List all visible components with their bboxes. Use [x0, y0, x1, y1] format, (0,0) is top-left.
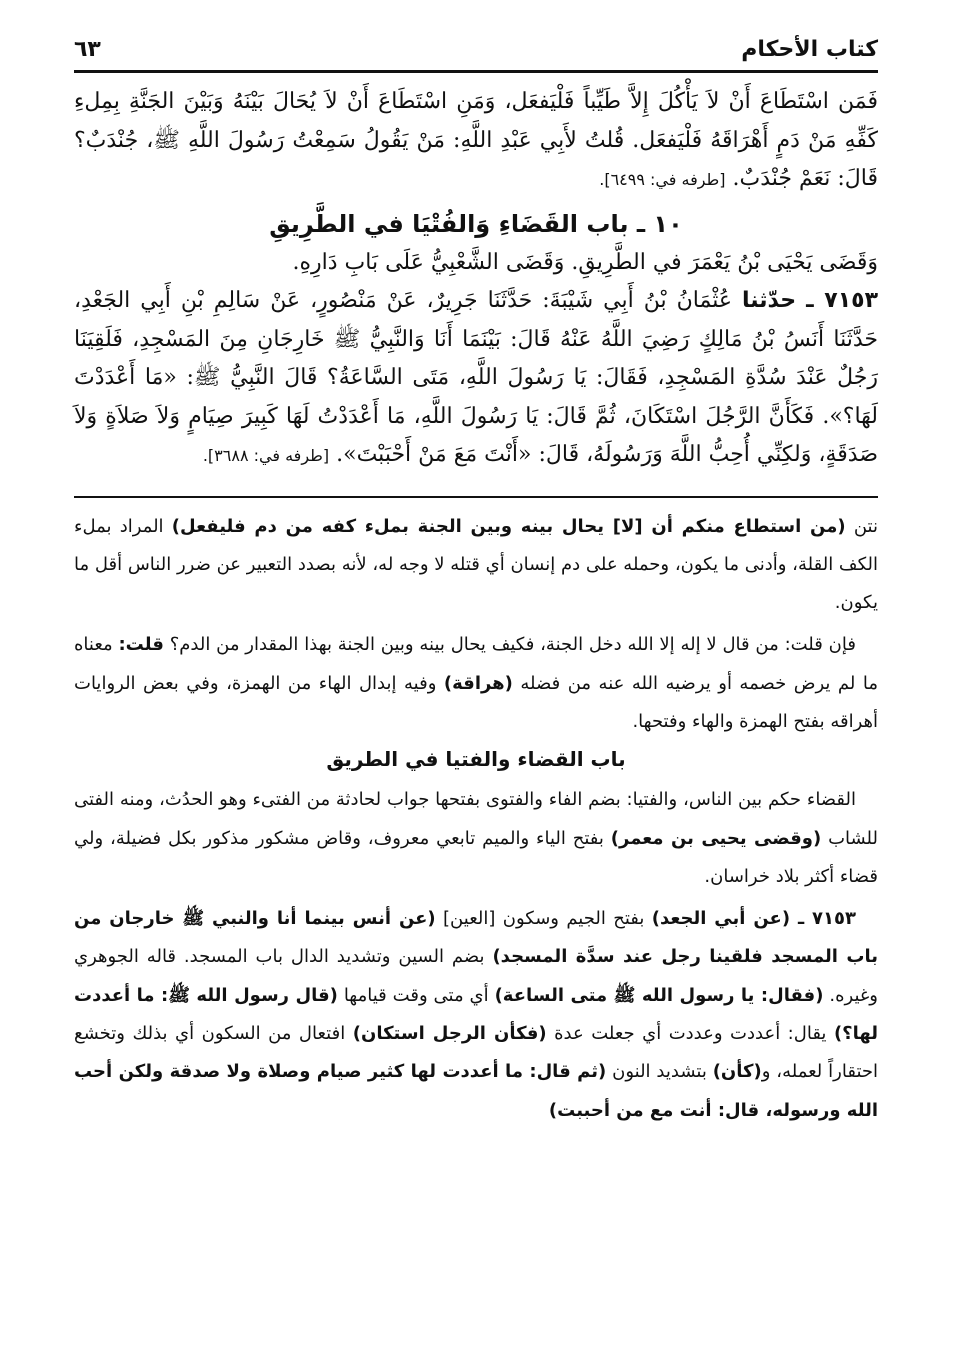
hadith-isnad-marker: حدّثنا: [742, 288, 797, 313]
commentary-text: افتعال من السكون أي بذلك وتخشع احتقاراً لعمله، و: [74, 1023, 878, 1083]
cross-reference: [طرفه في: ٦٤٩٩].: [599, 170, 726, 189]
commentary-text: بتشديد النون: [612, 1061, 707, 1083]
commentary-text: معناه ما لم يرض خصمه أو يرضيه الله عنه من فضله: [74, 634, 878, 694]
cross-reference: [طرفه في: ٣٦٨٨].: [202, 446, 330, 465]
commentary-section: [74, 508, 878, 1130]
hadith-section: [74, 83, 878, 476]
commentary-text: يقال: أعددت وعددت أي جعلت عدة: [554, 1023, 827, 1045]
commentary-paragraph: [74, 900, 878, 1130]
commentary-text: فإن قلت: من قال لا إله إلا الله دخل الجنة، فكيف يحال بينه وبين الجنة بهذا المقدار من الدم؟: [169, 634, 856, 656]
hadith-paragraph: [74, 282, 878, 476]
commentary-chapter-title: باب القضاء والفتيا في الطريق: [326, 747, 626, 772]
quoted-matn: (كأن): [712, 1061, 762, 1083]
hadith-paragraph-text: فَمَن اسْتَطَاعَ أَنْ لاَ يَأْكُلَ إِلاَّ طَيِّباً فَلْيَفعَل، وَمَنِ اسْتَطَاعَ أَنْ لاَ يُحَالَ بَيْنَهُ وَبَيْنَ الجَنَّةِ بِمِلءِ كَفِّهِ مَنْ دَمٍ أَهْرَاقَهُ فَلْيَفعَل. قُلتُ لأَبِي عَبْدِ اللَّهِ: مَنْ يَقُولُ سَمِعْتُ رَسُولَ اللَّهِ ﷺ، جُنْدَبٌ؟ قَالَ: نَعَمْ جُنْدَبٌ.: [74, 89, 878, 191]
commentary-text: المراد بملء الكف القلة، وأدنى ما يكون، وحمله على دم إنسان أي قتله لا وجه له، لأنه بصدد التعبير عن ضرر الناس أقل ما يكون.: [74, 515, 878, 614]
commentary-text: بضم السين وتشديد الدال باب المسجد. قاله الجوهري وغيره.: [74, 946, 878, 1006]
section-divider: [74, 496, 878, 498]
chapter-heading: ١٠ ـ باب القَضَاءِ وَالفُتْيَا في الطَّرِيقِ: [269, 209, 683, 238]
quoted-matn: (قال رسول الله ﷺ: ما أعددت لها؟): [74, 984, 879, 1045]
book-title: كتاب الأحكام: [741, 37, 878, 62]
quoted-matn: (من استطاع منكم أن [لا] يحال بينه وبين الجنة بملء كفه من دم فليفعل): [171, 515, 846, 537]
quoted-matn: (هراقة): [443, 672, 513, 694]
quoted-matn: (ثم قال: ما أعددت لها كثير صيام وصلاة ولا صدقة ولكن أحب الله ورسوله، قال: أنت مع من أحببت): [74, 1061, 878, 1121]
commentary-text: بفتح الياء والميم تابعي معروف، وقاض مشكور مذكور بكل فضيلة، ولي قضاء أكثر بلاد خراسان.: [74, 827, 878, 887]
hadith-text: عُثْمَانُ بْنُ أَبِي شَيْبَةَ: حَدَّثَنَا جَرِيرٌ، عَنْ مَنْصُورٍ، عَنْ سَالِمِ بْنِ أَبِي الجَعْدِ، حَدَّثَنَا أَنَسُ بْنُ مَالِكٍ رَضِيَ اللَّهُ عَنْهُ قَالَ: بَيْنَمَا أَنَا وَالنَّبِيُّ ﷺ خَارِجَانِ مِنَ المَسْجِدِ، فَلَقِيَنَا رَجُلٌ عَنْدَ سُدَّةِ المَسْجِدِ، فَقَالَ: يَا رَسُولَ اللَّهِ، مَتَى السَّاعَةُ؟ قَالَ النَّبِيُّ ﷺ: «مَا أَعْدَدْتَ لَهَا؟». فَكَأَنَّ الرَّجُلَ اسْتَكَانَ، ثُمَّ قَالَ: يَا رَسُولَ اللَّهِ، مَا أَعْدَدْتُ لَهَا كَبِيرَ صِيَامٍ وَلاَ صَلاَةٍ وَلاَ صَدَقَةٍ، وَلكِنِّي أُحِبُّ اللَّهَ وَرَسُولَهُ، قَالَ: «أَنْتَ مَعَ مَنْ أَحْبَبْتَ».: [74, 288, 878, 467]
commentary-paragraph: [74, 781, 878, 896]
page-number: ٦٣: [74, 37, 101, 62]
quoted-matn: قلت:: [118, 634, 164, 656]
quoted-matn: (عن أنس بينما أنا والنبي ﷺ خارجان من باب المسجد فلقينا رجل عند سدَّة المسجد): [74, 908, 878, 968]
commentary-text: أي متى وقت قيامها: [343, 984, 489, 1006]
commentary-paragraph: [74, 626, 878, 741]
commentary-paragraph: [74, 508, 878, 623]
quoted-matn: (وقضى يحيى بن معمر): [610, 827, 822, 849]
hadith-paragraph: [74, 83, 878, 200]
quoted-matn: ٧١٥٣ ـ (عن أبي الجعد): [651, 908, 856, 930]
quoted-matn: (فقال: يا رسول الله ﷺ متى الساعة): [494, 984, 824, 1006]
commentary-text: بفتح الجيم وسكون [العين]: [443, 908, 645, 930]
commentary-text: القضاء حكم بين الناس، والفتيا: بضم الفاء والفتوى بفتحها جواب لحادثة من الفتىء وهو الحدُث، ومنه الفتى للشاب: [74, 789, 878, 849]
page-header: [74, 36, 878, 73]
quoted-matn: (فكأن الرجل استكان): [352, 1023, 547, 1045]
chapter-intro: وَقَضَى يَحْيَى بْنُ يَعْمَرَ في الطَّرِيقِ. وَقَضَى الشَّعْبِيُّ عَلَى بَابِ دَارِهِ.: [292, 249, 878, 275]
commentary-text: وفيه إبدال الهاء من الهمزة، وفي بعض الروايات أهراقه بفتح الهمزة والهاء وفتحها.: [74, 672, 878, 732]
commentary-lead: نتن: [853, 515, 878, 537]
hadith-number: ٧١٥٣ ـ: [806, 288, 878, 313]
